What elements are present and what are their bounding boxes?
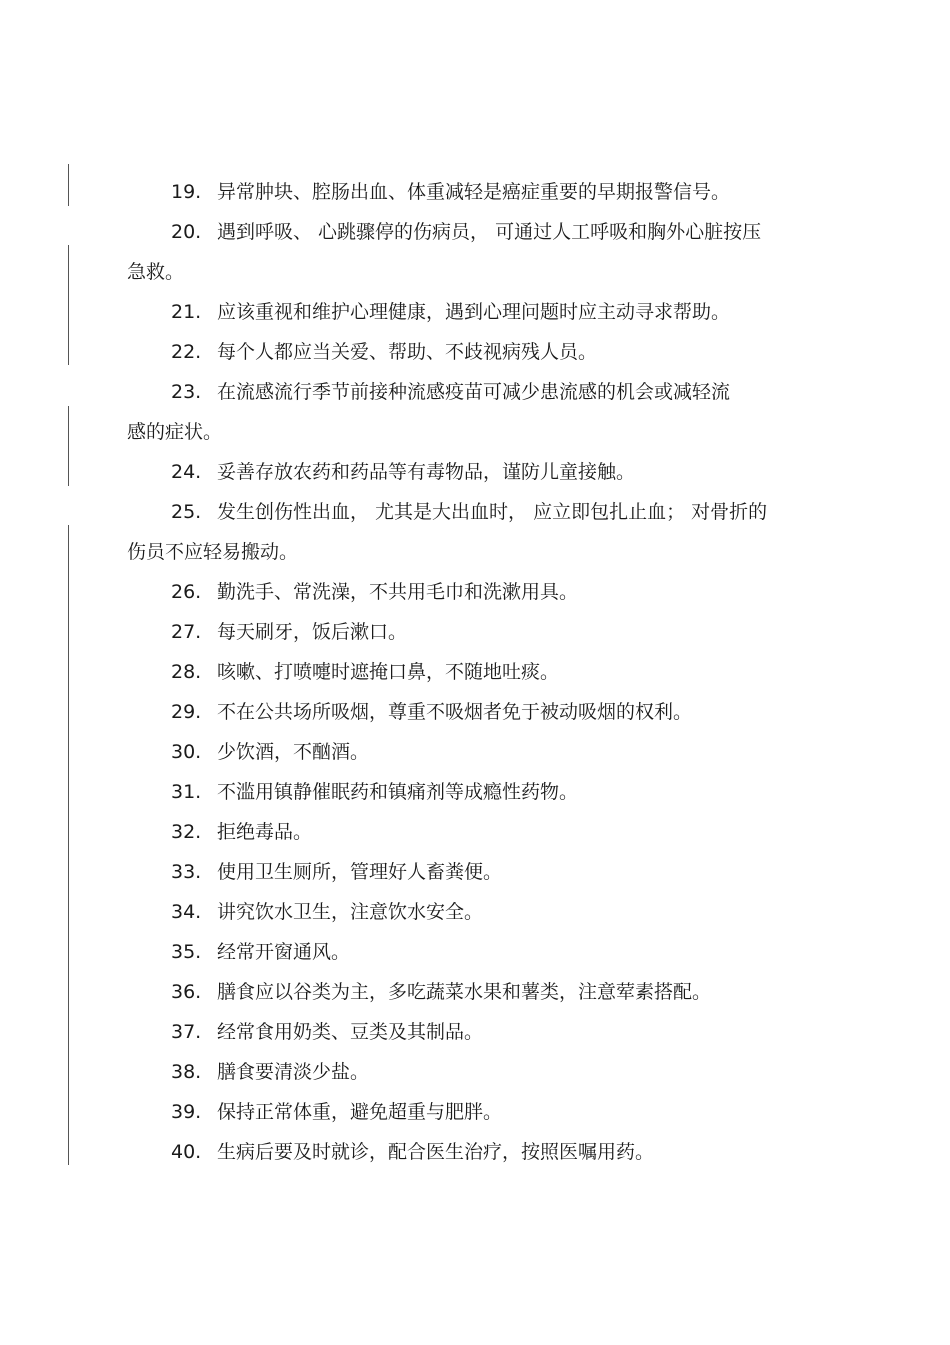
- list-item: [127, 492, 842, 572]
- item-text: 在流感流行季节前接种流感疫苗可减少患流感的机会或减轻流: [217, 381, 731, 403]
- item-text: 不滥用镇静催眠药和镇痛剂等成瘾性药物。: [217, 781, 579, 803]
- item-text: 讲究饮水卫生，注意饮水安全。: [217, 901, 484, 923]
- item-text: 经常开窗通风。: [217, 941, 351, 963]
- list-item: [127, 452, 842, 492]
- list-item: [127, 212, 842, 292]
- item-number: 27.: [171, 621, 202, 643]
- list-item: [127, 292, 842, 332]
- item-number: 31.: [171, 781, 202, 803]
- item-number: 24.: [171, 461, 202, 483]
- item-text: 膳食要清淡少盐。: [217, 1061, 370, 1083]
- list-item: [127, 692, 842, 732]
- item-number: 21.: [171, 301, 202, 323]
- item-text: 使用卫生厕所，管理好人畜粪便。: [217, 861, 503, 883]
- item-text-continuation: 感的症状。: [127, 421, 223, 443]
- list-item: [127, 772, 842, 812]
- list-item: [127, 612, 842, 652]
- list-item: [127, 372, 842, 452]
- item-text: 每个人都应当关爱、帮助、不歧视病残人员。: [217, 341, 598, 363]
- item-number: 23.: [171, 381, 202, 403]
- item-text: 异常肿块、腔肠出血、体重减轻是癌症重要的早期报警信号。: [217, 181, 731, 203]
- list-item: [127, 1052, 842, 1092]
- health-tips-list: [127, 172, 842, 1172]
- list-item: [127, 652, 842, 692]
- item-text: 保持正常体重，避免超重与肥胖。: [217, 1101, 503, 1123]
- list-item: [127, 972, 842, 1012]
- item-text: 发生创伤性出血， 尤其是大出血时， 应立即包扎止血； 对骨折的: [217, 501, 768, 523]
- list-item: [127, 1092, 842, 1132]
- list-item: [127, 332, 842, 372]
- margin-rule: [68, 164, 69, 206]
- item-number: 38.: [171, 1061, 202, 1083]
- item-number: 36.: [171, 981, 202, 1003]
- item-number: 29.: [171, 701, 202, 723]
- item-number: 22.: [171, 341, 202, 363]
- item-text: 咳嗽、打喷嚏时遮掩口鼻，不随地吐痰。: [217, 661, 560, 683]
- list-item: [127, 1012, 842, 1052]
- item-text: 妥善存放农药和药品等有毒物品，谨防儿童接触。: [217, 461, 636, 483]
- item-number: 33.: [171, 861, 202, 883]
- item-text: 不在公共场所吸烟，尊重不吸烟者免于被动吸烟的权利。: [217, 701, 693, 723]
- item-text: 生病后要及时就诊，配合医生治疗，按照医嘱用药。: [217, 1141, 655, 1163]
- list-item: [127, 172, 842, 212]
- list-item: [127, 932, 842, 972]
- item-number: 28.: [171, 661, 202, 683]
- item-text: 每天刷牙，饭后漱口。: [217, 621, 408, 643]
- item-number: 26.: [171, 581, 202, 603]
- list-item: [127, 892, 842, 932]
- item-number: 20.: [171, 221, 202, 243]
- item-text: 膳食应以谷类为主，多吃蔬菜水果和薯类，注意荤素搭配。: [217, 981, 712, 1003]
- item-text-continuation: 伤员不应轻易搬动。: [127, 541, 299, 563]
- item-text: 少饮酒，不酗酒。: [217, 741, 370, 763]
- list-item: [127, 812, 842, 852]
- list-item: [127, 572, 842, 612]
- item-number: 40.: [171, 1141, 202, 1163]
- margin-rule: [68, 406, 69, 486]
- margin-rule: [68, 525, 69, 1165]
- item-number: 30.: [171, 741, 202, 763]
- item-text: 勤洗手、常洗澡，不共用毛巾和洗漱用具。: [217, 581, 579, 603]
- margin-rule: [68, 245, 69, 365]
- item-text: 经常食用奶类、豆类及其制品。: [217, 1021, 484, 1043]
- item-number: 32.: [171, 821, 202, 843]
- item-number: 25.: [171, 501, 202, 523]
- item-number: 39.: [171, 1101, 202, 1123]
- item-text-continuation: 急救。: [127, 261, 185, 283]
- item-text: 遇到呼吸、 心跳骤停的伤病员， 可通过人工呼吸和胸外心脏按压: [217, 221, 762, 243]
- item-number: 34.: [171, 901, 202, 923]
- item-number: 37.: [171, 1021, 202, 1043]
- list-item: [127, 1132, 842, 1172]
- list-item: [127, 852, 842, 892]
- item-number: 35.: [171, 941, 202, 963]
- item-number: 19.: [171, 181, 202, 203]
- item-text: 应该重视和维护心理健康，遇到心理问题时应主动寻求帮助。: [217, 301, 731, 323]
- item-text: 拒绝毒品。: [217, 821, 313, 843]
- list-item: [127, 732, 842, 772]
